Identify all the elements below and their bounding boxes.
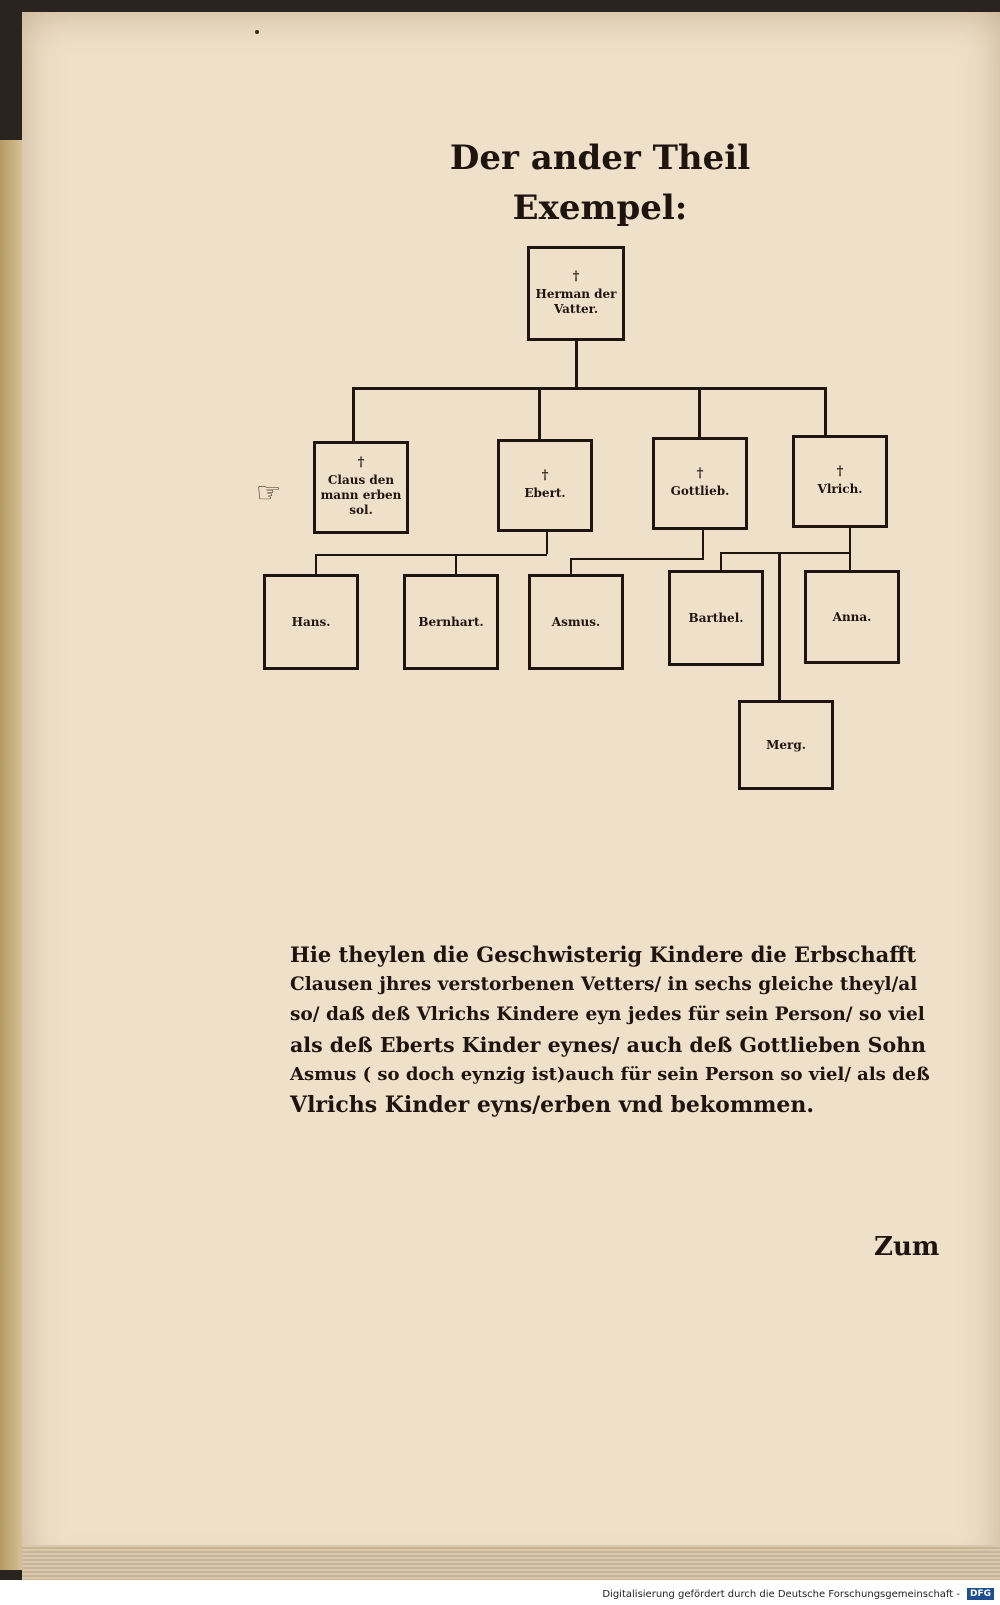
tree-connector xyxy=(538,387,541,439)
tree-connector xyxy=(546,532,548,554)
digitization-credit: Digitalisierung gefördert durch die Deutsche Forschungsgemeinschaft - xyxy=(602,1589,960,1600)
text-line: so/ daß deß Vlrichs Kindere eyn jedes für sein Person/ so viel xyxy=(290,1004,925,1025)
tree-connector xyxy=(778,552,781,700)
tree-node-hans xyxy=(263,574,359,670)
tree-connector xyxy=(352,387,355,441)
text-line: Vlrichs Kinder eyns/erben vnd bekommen. xyxy=(290,1092,815,1118)
node-label: Bernhart. xyxy=(418,614,484,629)
tree-node-merg xyxy=(738,700,834,790)
deceased-cross-icon: † xyxy=(572,268,580,284)
text-line: Clausen jhres verstorbenen Vetters/ in sechs gleiche theyl/al xyxy=(290,974,918,995)
tree-connector xyxy=(315,554,547,556)
tree-connector xyxy=(720,552,851,554)
tree-node-anna xyxy=(804,570,900,664)
node-label: Gottlieb. xyxy=(670,484,730,498)
page-edges xyxy=(22,1545,1000,1580)
deceased-cross-icon: † xyxy=(357,455,365,470)
tree-node-root xyxy=(527,246,625,341)
node-label: Barthel. xyxy=(688,610,744,625)
tree-connector xyxy=(849,552,851,570)
node-label: sol. xyxy=(349,503,373,517)
node-label: mann erben xyxy=(320,488,402,502)
tree-connector xyxy=(849,528,851,552)
tree-connector xyxy=(315,554,317,574)
tree-node-gottlieb xyxy=(652,437,748,530)
node-label: Vlrich. xyxy=(817,482,863,496)
tree-connector xyxy=(352,387,827,390)
node-label: Claus den xyxy=(327,473,395,487)
dfg-logo: DFG xyxy=(967,1588,994,1600)
ink-speck xyxy=(255,30,259,34)
book-page xyxy=(22,12,1000,1577)
pointing-hand-icon: ☞ xyxy=(256,476,282,509)
catchword: Zum xyxy=(874,1232,940,1262)
tree-node-ulrich xyxy=(792,435,888,528)
tree-connector xyxy=(455,554,457,574)
tree-node-claus xyxy=(313,441,409,534)
node-label: Asmus. xyxy=(551,614,601,629)
node-label: Hans. xyxy=(291,614,331,629)
tree-connector xyxy=(720,552,722,570)
tree-connector xyxy=(575,341,578,389)
deceased-cross-icon: † xyxy=(836,464,844,479)
node-label: Herman der xyxy=(535,286,617,301)
text-line: als deß Eberts Kinder eynes/ auch deß Gottlieben Sohn xyxy=(290,1033,926,1057)
deceased-cross-icon: † xyxy=(541,468,549,483)
tree-node-asmus xyxy=(528,574,624,670)
deceased-cross-icon: † xyxy=(696,466,704,481)
text-line: Hie theylen die Geschwisterig Kindere die Erbschafft xyxy=(290,942,917,967)
tree-node-bernhart xyxy=(403,574,499,670)
book-gutter xyxy=(0,140,24,1570)
node-label: Merg. xyxy=(766,737,806,752)
page-heading: Der ander Theil xyxy=(449,138,751,178)
tree-connector xyxy=(570,558,572,574)
tree-node-barthel xyxy=(668,570,764,666)
example-heading: Exempel: xyxy=(512,188,688,228)
text-line: Asmus ( so doch eynzig ist)auch für sein Person so viel/ als deß xyxy=(290,1064,930,1085)
body-paragraph xyxy=(290,940,930,1120)
node-label: Ebert. xyxy=(524,486,566,500)
tree-connector xyxy=(698,387,701,437)
tree-connector xyxy=(570,558,704,560)
node-label: Anna. xyxy=(832,609,872,624)
tree-node-ebert xyxy=(497,439,593,532)
node-label: Vatter. xyxy=(553,301,599,316)
tree-connector xyxy=(702,530,704,558)
tree-connector xyxy=(824,387,827,435)
